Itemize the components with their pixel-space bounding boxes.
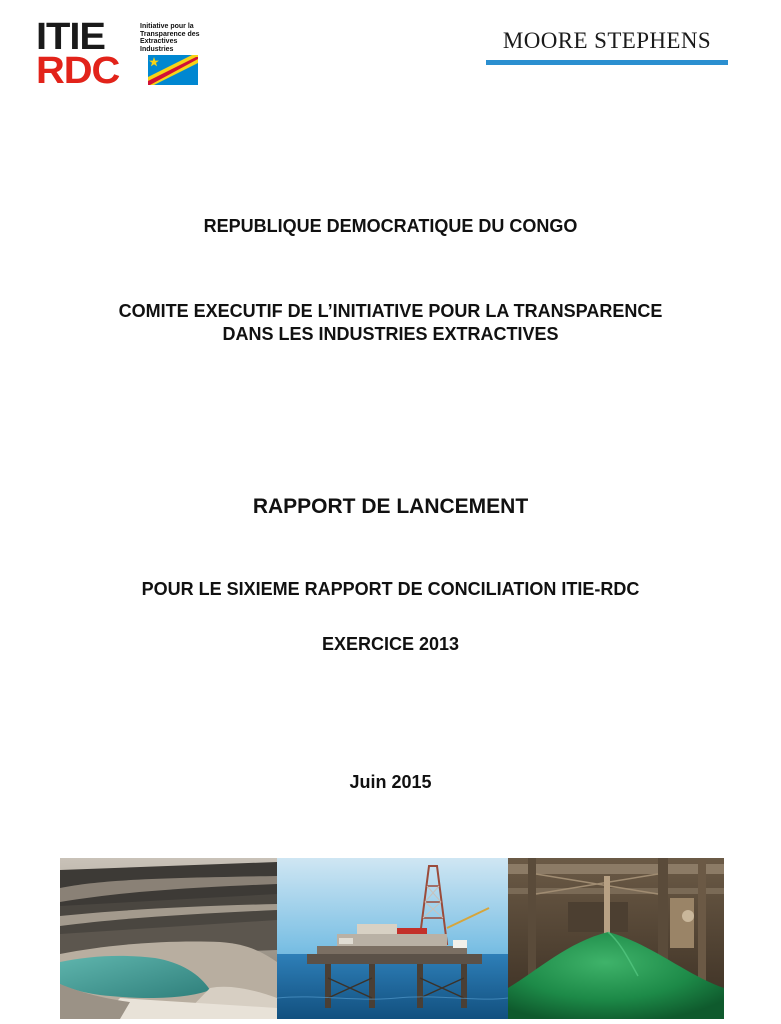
report-date: Juin 2015 <box>349 772 432 792</box>
itie-rdc-logo <box>36 16 201 92</box>
itie-logo-text: ITIE <box>36 16 105 58</box>
country-title: REPUBLIQUE DEMOCRATIQUE DU CONGO <box>203 216 578 236</box>
itie-tagline-line: Industries <box>140 45 174 53</box>
report-title: RAPPORT DE LANCEMENT <box>252 495 529 518</box>
green-ore-pile-photo <box>508 858 724 1019</box>
itie-logo-tagline <box>140 23 204 53</box>
moore-stephens-name: MOORE STEPHENS <box>502 28 712 53</box>
drc-flag-icon <box>148 55 198 85</box>
itie-tagline-line: Initiative pour la <box>140 23 194 30</box>
open-pit-mine-photo <box>60 858 277 1019</box>
offshore-oil-platform-photo <box>277 858 508 1019</box>
report-subtitle: POUR LE SIXIEME RAPPORT DE CONCILIATION ITIE-RDC <box>141 579 640 599</box>
cover-photo-strip <box>60 858 724 1019</box>
moore-stephens-underline <box>486 60 728 65</box>
moore-stephens-logo <box>486 28 728 68</box>
itie-tagline-line: Extractives <box>140 38 178 45</box>
committee-title-line: COMITE EXECUTIF DE L’INITIATIVE POUR LA TRANSPARENCE <box>118 301 663 321</box>
rdc-logo-text: RDC <box>36 50 120 92</box>
committee-title <box>40 300 741 346</box>
exercise-year: EXERCICE 2013 <box>321 634 460 654</box>
itie-tagline-line: Transparence des <box>140 30 200 38</box>
committee-title-line: DANS LES INDUSTRIES EXTRACTIVES <box>222 324 559 344</box>
